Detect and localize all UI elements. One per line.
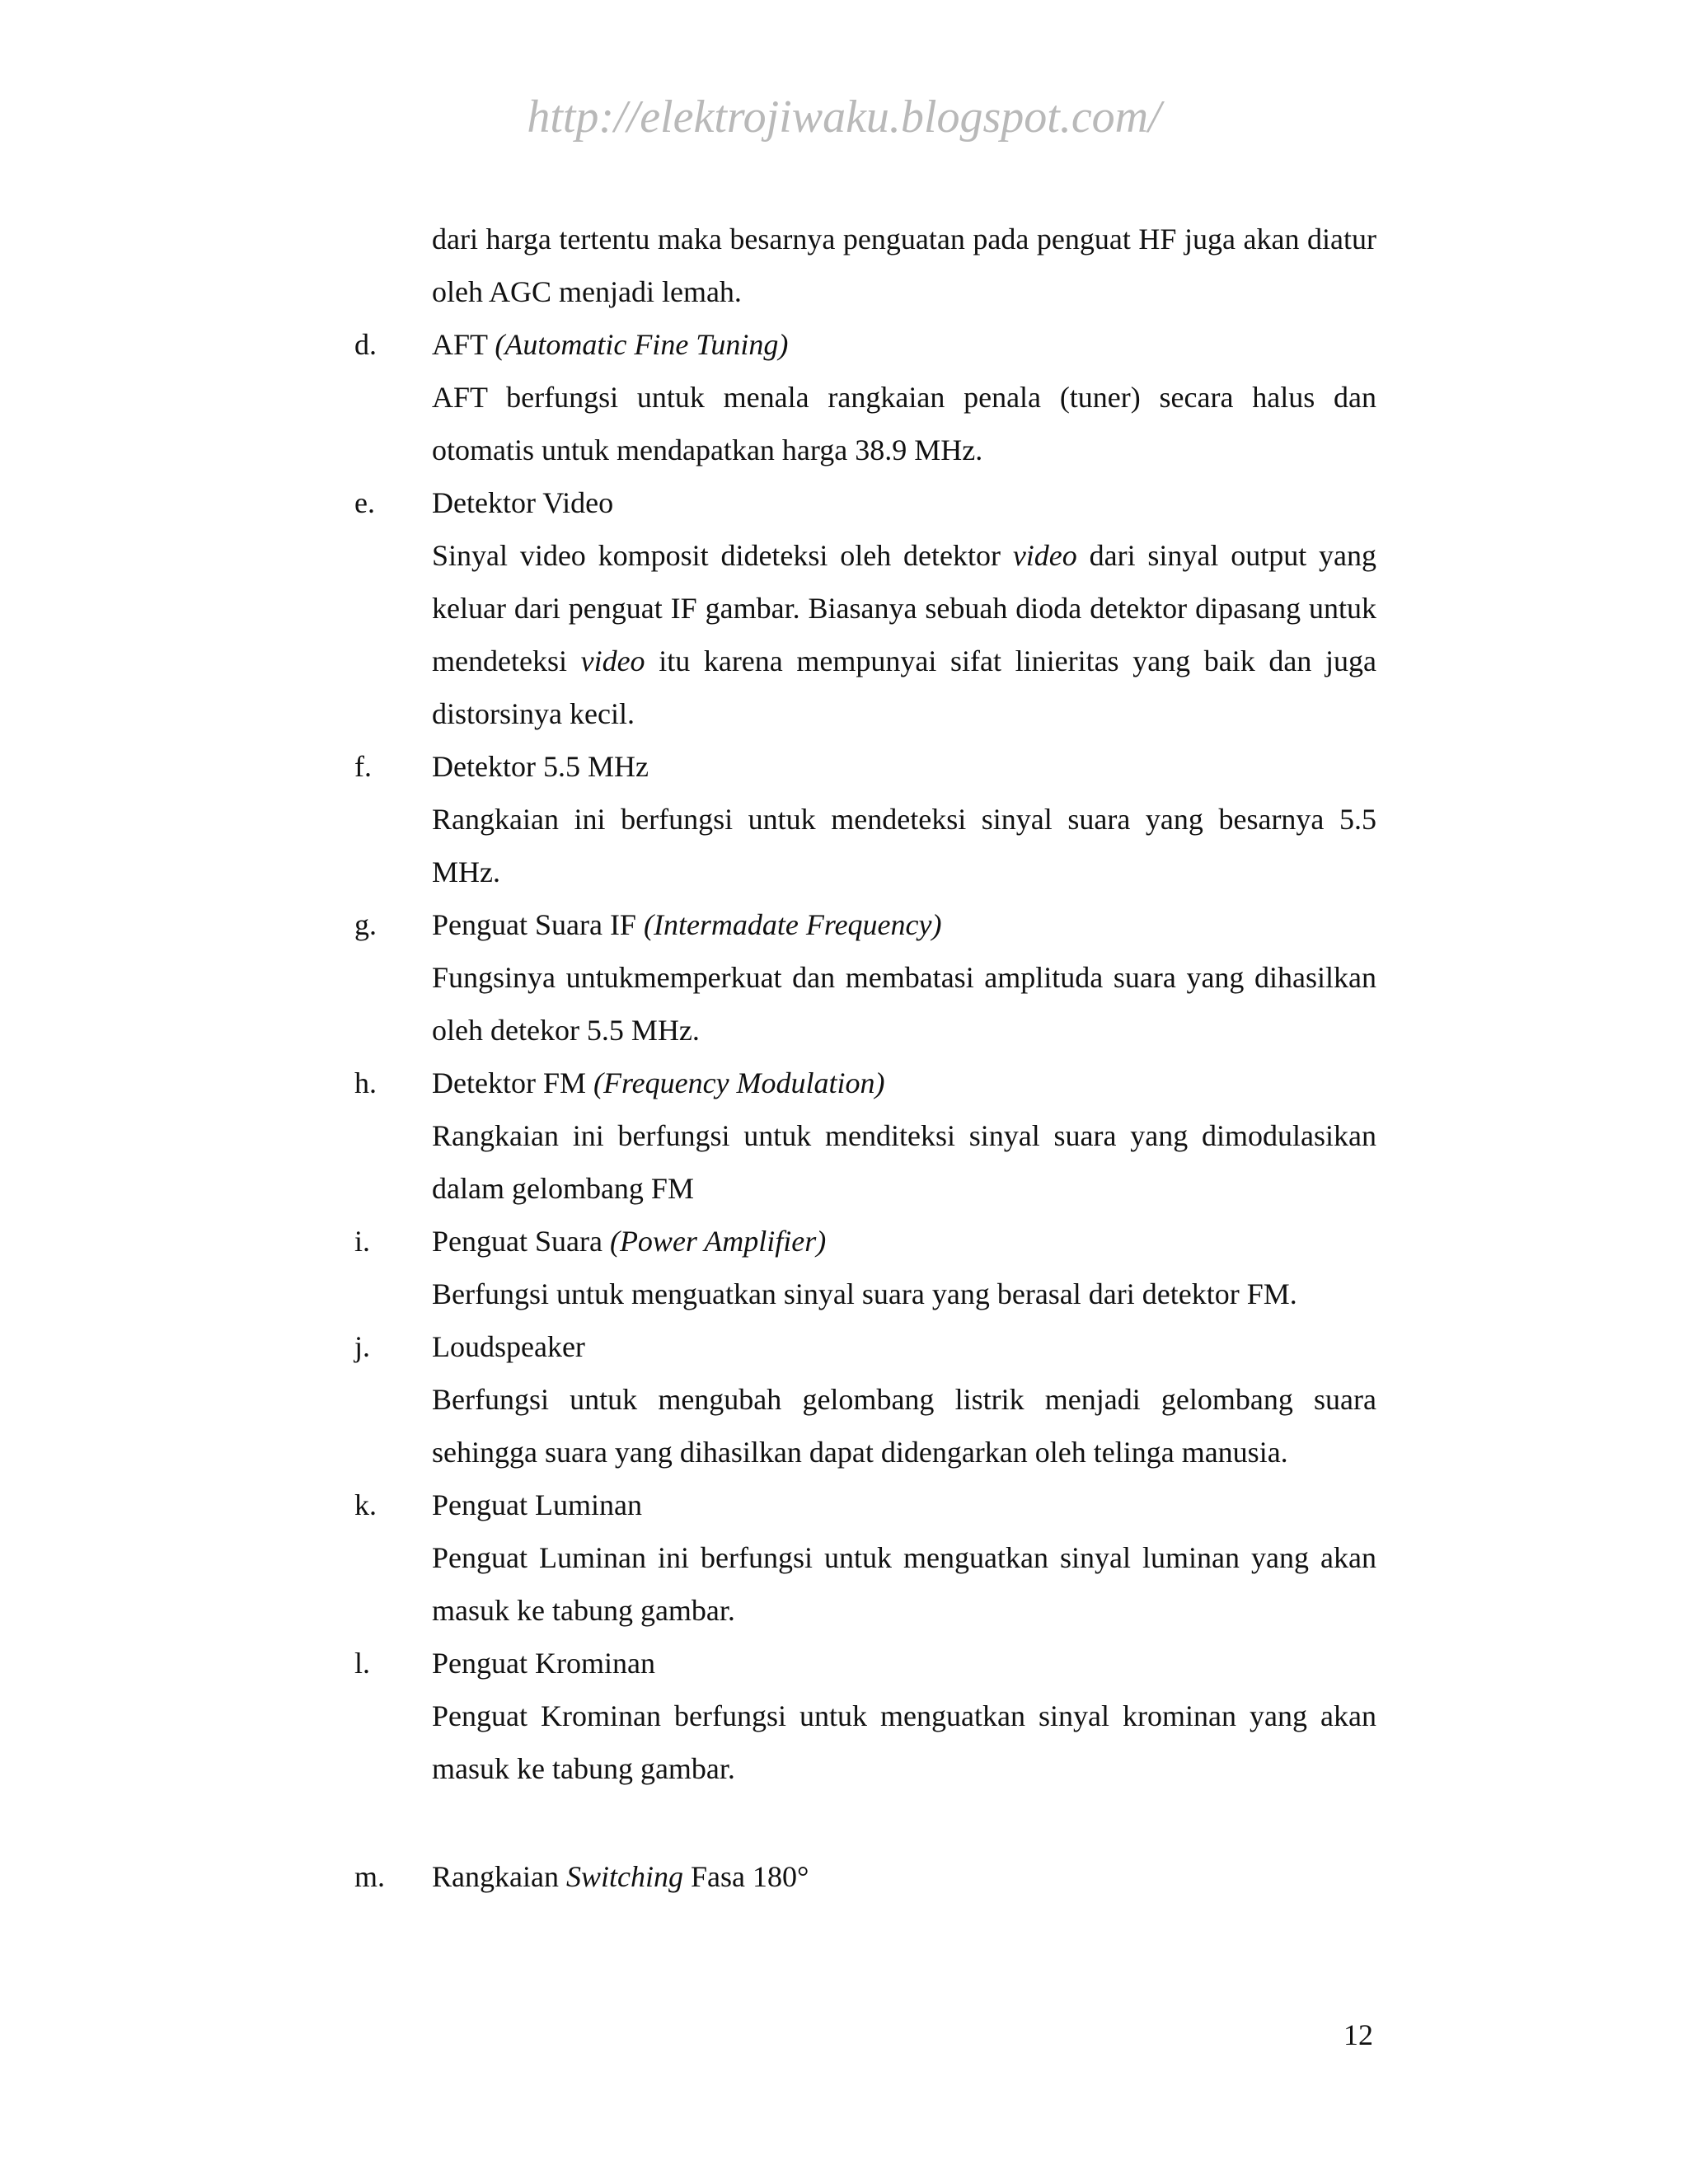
item-l-letter: l. bbox=[354, 1647, 371, 1680]
item-g-body: Fungsinya untukmemperkuat dan membatasi amplituda suara yang dihasilkan oleh detekor 5.5 MHz. bbox=[432, 961, 1376, 1047]
item-d-body: AFT berfungsi untuk menala rangkaian penala (tuner) secara halus dan otomatis untuk mendapatkan harga 38.9 MHz. bbox=[432, 381, 1376, 466]
item-h-body: Rangkaian ini berfungsi untuk menditeksi sinyal suara yang dimodulasikan dalam gelombang FM bbox=[432, 1119, 1376, 1205]
item-j-title: Loudspeaker bbox=[432, 1330, 585, 1363]
intro-line-2: diatur oleh AGC menjadi lemah. bbox=[432, 223, 1377, 308]
item-g-title: Penguat Suara IF (Intermadate Frequency) bbox=[432, 908, 942, 941]
item-e-italic-video-2: video bbox=[580, 644, 645, 677]
item-h-heading bbox=[354, 1057, 1376, 1109]
item-h-title-italic: (Frequency Modulation) bbox=[593, 1066, 885, 1099]
item-k-title: Penguat Luminan bbox=[432, 1488, 642, 1521]
page-number: 12 bbox=[1343, 2018, 1373, 2051]
item-l-title: Penguat Krominan bbox=[432, 1647, 655, 1680]
watermark-url: http://elektrojiwaku.blogspot.com/ bbox=[527, 91, 1161, 143]
item-e-title: Detektor Video bbox=[432, 486, 614, 519]
item-k-body: Penguat Luminan ini berfungsi untuk menguatkan sinyal luminan yang akan masuk ke tabung gambar. bbox=[432, 1541, 1376, 1627]
item-m-title: Rangkaian Switching Fasa 180° bbox=[432, 1860, 809, 1893]
item-d-title-italic: (Automatic Fine Tuning) bbox=[495, 328, 789, 361]
item-j-letter: j. bbox=[354, 1330, 371, 1363]
item-g-heading bbox=[354, 898, 1376, 951]
item-g-letter: g. bbox=[354, 908, 377, 941]
item-k-heading bbox=[354, 1479, 1376, 1531]
item-e-italic-video-1: video bbox=[1012, 539, 1077, 572]
item-l-body: Penguat Krominan berfungsi untuk menguatkan sinyal krominan yang akan masuk ke tabung gambar. bbox=[432, 1699, 1376, 1785]
item-m-title-italic: Switching bbox=[565, 1860, 683, 1893]
item-d-title: AFT (Automatic Fine Tuning) bbox=[432, 328, 789, 361]
document-body bbox=[354, 213, 1376, 1903]
item-f-body: Rangkaian ini berfungsi untuk mendeteksi sinyal suara yang besarnya 5.5 MHz. bbox=[432, 803, 1376, 888]
item-d-heading bbox=[354, 318, 1376, 371]
intro-paragraph bbox=[432, 213, 1376, 318]
item-i-heading bbox=[354, 1215, 1376, 1268]
item-i-letter: i. bbox=[354, 1225, 371, 1258]
item-f-letter: f. bbox=[354, 750, 372, 783]
item-i-title: Penguat Suara (Power Amplifier) bbox=[432, 1225, 827, 1258]
item-m-letter: m. bbox=[354, 1860, 386, 1893]
item-i-body: Berfungsi untuk menguatkan sinyal suara yang berasal dari detektor FM. bbox=[432, 1277, 1297, 1310]
item-e-letter: e. bbox=[354, 486, 375, 519]
item-k-letter: k. bbox=[354, 1488, 377, 1521]
item-m-heading bbox=[354, 1850, 1376, 1903]
item-f-title: Detektor 5.5 MHz bbox=[432, 750, 649, 783]
item-e-body: Sinyal video komposit dideteksi oleh detektor video dari sinyal output yang keluar dari penguat IF gambar. Biasanya sebuah dioda detektor dipasang untuk mendeteksi video itu karena mempunyai sifat linieritas yang baik dan juga distorsinya kecil. bbox=[432, 539, 1377, 730]
item-h-title: Detektor FM (Frequency Modulation) bbox=[432, 1066, 885, 1099]
intro-line-1: dari harga tertentu maka besarnya penguatan pada penguat HF juga akan bbox=[432, 223, 1300, 255]
item-d-letter: d. bbox=[354, 328, 377, 361]
item-g-title-italic: (Intermadate Frequency) bbox=[643, 908, 942, 941]
item-h-letter: h. bbox=[354, 1066, 377, 1099]
item-f-heading bbox=[354, 740, 1376, 793]
item-e-heading bbox=[354, 476, 1376, 529]
item-i-title-italic: (Power Amplifier) bbox=[609, 1225, 827, 1258]
item-l-heading bbox=[354, 1637, 1376, 1690]
section-gap bbox=[354, 1795, 1376, 1850]
item-j-heading bbox=[354, 1320, 1376, 1373]
item-j-body: Berfungsi untuk mengubah gelombang listrik menjadi gelombang suara sehingga suara yang dihasilkan dapat didengarkan oleh telinga manusia. bbox=[432, 1383, 1376, 1469]
